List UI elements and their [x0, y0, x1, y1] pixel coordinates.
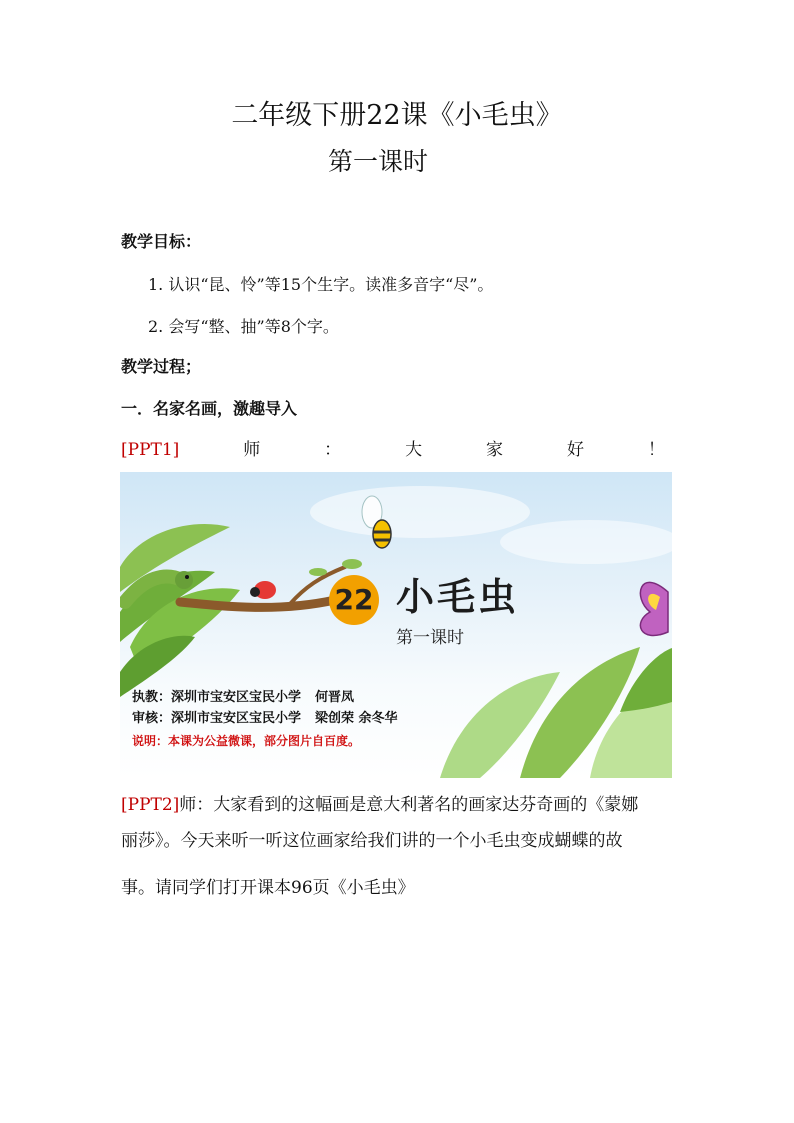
objective-item-1: 1. 认识“昆、怜”等15个生字。读准多音字“尽”。	[148, 275, 494, 294]
credit-reviewer-label: 审核：深圳市宝安区宝民小学	[132, 711, 302, 726]
cloud-shape	[500, 520, 672, 564]
bee-body	[373, 520, 391, 548]
slide-image	[120, 472, 672, 778]
caterpillar-head	[175, 571, 193, 589]
process-heading: 教学过程；	[121, 357, 202, 376]
slide-number-badge: 22	[329, 575, 379, 625]
credit-teacher	[132, 688, 354, 708]
ppt2-paragraph-line-2: 丽莎》。今天来听一听这位画家给我们讲的一个小毛虫变成蝴蝶的故	[121, 831, 623, 851]
cloud-shape	[310, 486, 530, 538]
caterpillar-eye	[185, 575, 189, 579]
page-subtitle: 第一课时	[328, 147, 429, 176]
page-title: 二年级下册22课《小毛虫》	[231, 100, 563, 131]
ppt2-paragraph-line-3: 事。请同学们打开课本96页《小毛虫》	[121, 878, 415, 898]
slide-subtitle: 第一课时	[396, 628, 464, 648]
small-leaf-shape	[342, 559, 362, 569]
ppt1-word: 大	[405, 440, 423, 460]
objectives-heading: 教学目标：	[121, 232, 202, 251]
ppt2-text-1: 师：大家看到的这幅画是意大利著名的画家达芬奇画的《蒙娜	[179, 795, 639, 815]
slide-title: 小毛虫	[396, 574, 520, 619]
ppt1-word: 家	[486, 440, 504, 460]
slide-note: 说明：本课为公益微课，部分图片自百度。	[132, 734, 361, 748]
branch-shape	[180, 600, 335, 607]
ladybug-head	[250, 587, 260, 597]
credit-teacher-name: 何晋凤	[315, 690, 355, 705]
ppt1-word: ：	[324, 440, 342, 460]
ppt1-word: 好	[566, 440, 584, 460]
ppt1-word: ！	[647, 440, 665, 460]
small-leaf-shape	[309, 568, 327, 576]
ppt1-tag: [PPT1]	[121, 440, 180, 460]
ppt1-word: 师	[243, 440, 261, 460]
credit-reviewer	[132, 709, 398, 729]
objective-item-2: 2. 会写“整、抽”等8个字。	[148, 317, 339, 336]
ppt2-tag: [PPT2]	[121, 795, 180, 815]
section-heading-1: 一．名家名画，激趣导入	[121, 399, 298, 418]
ppt2-paragraph-line-1	[121, 793, 669, 817]
credit-reviewer-name: 梁创荣 余冬华	[315, 711, 398, 726]
credit-teacher-label: 执教：深圳市宝安区宝民小学	[132, 690, 302, 705]
ppt1-line	[121, 438, 665, 462]
